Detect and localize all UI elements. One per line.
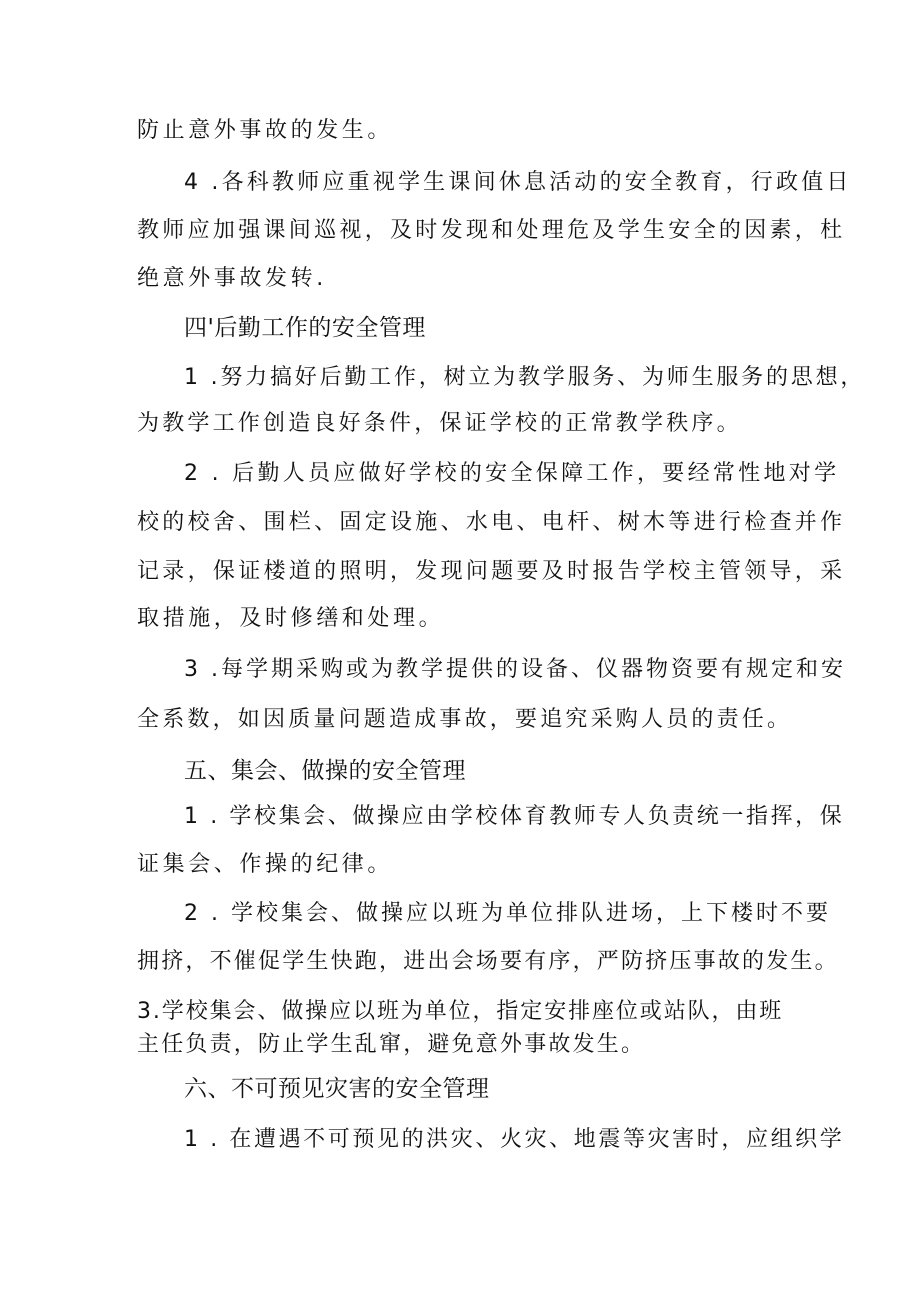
paragraph-line: 拥挤，不催促学生快跑，进出会场要有序，严防挤压事故的发生。 xyxy=(137,949,839,974)
paragraph-line: 1 . 学校集会、做操应由学校体育教师专人负责统一指挥，保 xyxy=(184,804,845,829)
paragraph-line: 2 . 后勤人员应做好学校的安全保障工作，要经常性地对学 xyxy=(184,461,840,486)
paragraph-line: 1 . 在遭遇不可预见的洪灾、火灾、地震等灾害时，应组织学 xyxy=(184,1127,845,1152)
section-heading: 四'后勤工作的安全管理 xyxy=(184,315,426,341)
section-heading: 五、集会、做操的安全管理 xyxy=(184,758,466,784)
paragraph-line: 1 .努力搞好后勤工作，树立为教学服务、为师生服务的思想， xyxy=(184,365,866,390)
paragraph-line: 绝意外事故发转. xyxy=(137,266,327,291)
paragraph-line: 校的校舍、围栏、固定设施、水电、电杆、树木等进行检查并作 xyxy=(137,510,846,535)
paragraph-line: 取措施，及时修缮和处理。 xyxy=(137,606,445,631)
paragraph-line: 记录，保证楼道的照明，发现问题要及时报告学校主管领导，采 xyxy=(137,559,846,584)
paragraph-line: 全系数，如因质量问题造成事故，要追究采购人员的责任。 xyxy=(137,707,793,732)
paragraph-line: 3 .每学期采购或为教学提供的设备、仪器物资要有规定和安 xyxy=(184,657,846,682)
section-heading: 六、不可预见灾害的安全管理 xyxy=(184,1076,490,1102)
paragraph-line: 证集会、作操的纪律。 xyxy=(137,852,394,877)
paragraph-line: 2 . 学校集会、做操应以班为单位排队进场，上下楼时不要 xyxy=(184,901,831,926)
paragraph-line: 为教学工作创造良好条件，保证学校的正常教学秩序。 xyxy=(137,411,742,436)
paragraph-line: 防止意外事故的发生。 xyxy=(137,118,394,143)
paragraph-line: 教师应加强课间巡视，及时发现和处理危及学生安全的因素，杜 xyxy=(137,218,846,243)
paragraph-line: 4 .各科教师应重视学生课间休息活动的安全教育，行政值日 xyxy=(184,170,852,195)
paragraph-line: 主任负责，防止学生乱窜，避免意外事故发生。 xyxy=(137,1032,646,1057)
paragraph-line: 3.学校集会、做操应以班为单位，指定安排座位或站队，由班 xyxy=(137,999,784,1024)
